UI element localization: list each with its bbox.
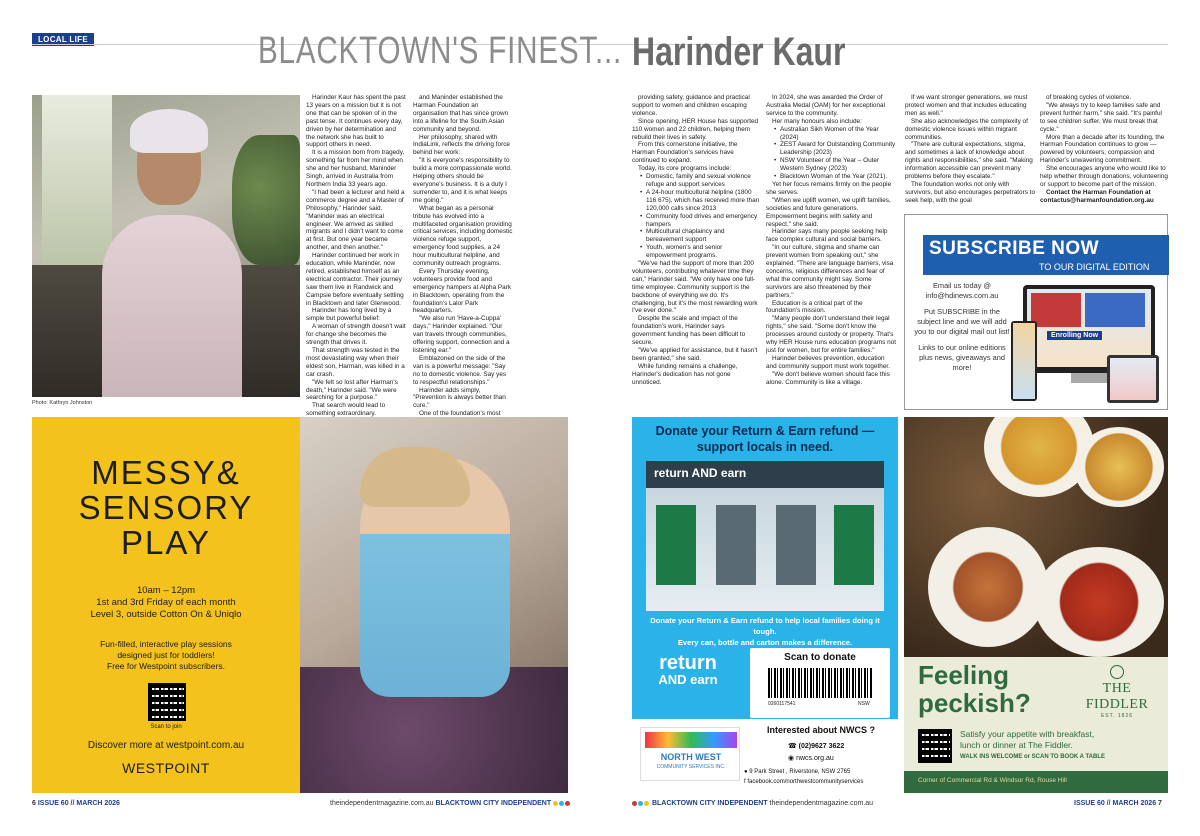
article-paragraph: She encourages anyone who would like to help whether through donations, volunteering or support to become part of the mission. <box>1040 165 1168 188</box>
footer-right-page: 7 <box>1158 800 1162 807</box>
article-paragraph: "We always try to keep families safe and prevent further harm," she said. "It's painful to see children suffer. We must break that cycle." <box>1040 101 1162 133</box>
article-paragraph: Today, its core programs include: <box>638 165 732 173</box>
article-list-item: • A 24-hour multicultural helpline (1800 116 675), which has received more than 120,000 calls since 2013 <box>640 189 760 213</box>
portrait-photo <box>32 95 300 397</box>
machine-brand: return AND earn <box>654 466 747 480</box>
child-play-photo <box>300 417 568 793</box>
footer-left-brand: BLACKTOWN CITY INDEPENDENT <box>435 800 552 807</box>
globe-icon: ◉ <box>788 755 797 762</box>
ad-time: 10am – 12pm <box>136 585 196 596</box>
contact-line: Contact the Harman Foundation at <box>1046 188 1151 196</box>
article-paragraph: Harinder adds simply, "Prevention is always better than cure." <box>413 386 506 410</box>
barcode-number: 0260117541 <box>768 701 796 707</box>
article-paragraph: That search would lead to something extraordinary. <box>306 402 386 418</box>
article-paragraph: "In our culture, stigma and shame can prevent women from speaking out," she explained. "There are language barriers, visa concerns, religious differences and fear of what the community might say. Some survivors are also threatened by their partners." <box>766 244 894 299</box>
barcode-state: NSW <box>858 701 870 707</box>
fiddler-logo <box>1072 665 1162 719</box>
article-col-3 <box>632 94 760 387</box>
return-ad-headline: Donate your Return & Earn refund — support locals in need. <box>655 424 875 454</box>
nwcs-phone[interactable]: (02)9627 3622 <box>798 743 845 750</box>
ad-title-line3: PLAY <box>121 524 211 561</box>
article-paragraph: While funding remains a challenge, Harinder's dedication has not gone unnoticed. <box>632 362 738 386</box>
article-paragraph: "Many people don't understand their legal rights," she said. "Some don't know the processes around custody or property. That's why HER House runs education programs not just for women, but for entire families." <box>766 315 897 354</box>
footer-right-site[interactable]: theindependentmagazine.com.au <box>769 800 874 807</box>
subscribe-title: SUBSCRIBE NOW <box>929 238 1100 259</box>
subscribe-banner <box>923 235 1169 275</box>
article-paragraph: Her philosophy, shared with IndiaLink, reflects the driving force behind her work: <box>413 133 510 157</box>
location-icon: ● <box>744 769 750 775</box>
article-paragraph: Her many honours also include: <box>772 117 862 125</box>
fiddler-qr-code[interactable] <box>918 729 952 763</box>
return-logo-line2: AND earn <box>658 672 718 687</box>
article-paragraph: Despite the scale and impact of the foundation's work, Harinder says government funding has been difficult to secure. <box>632 315 746 347</box>
nwcs-address: 9 Park Street , Riverstone, NSW 2765 <box>749 769 851 775</box>
footer-left-dots <box>553 800 571 807</box>
footer-left <box>32 800 120 807</box>
article-col-1 <box>306 94 406 434</box>
article-paragraph: In 2024, she was awarded the Order of Australia Medal (OAM) for her exceptional service to the community. <box>766 94 885 117</box>
footer-left-issue: ISSUE 60 // MARCH 2026 <box>37 800 120 807</box>
return-earn-ad[interactable] <box>632 417 898 793</box>
article-paragraph: Harinder Kaur has spent the past 13 years on a mission but it is not one that can be spoken of in the past tense. It continues every day, driven by her determination and the network she has built to support others in need. <box>306 94 406 149</box>
article-paragraph: Harinder has long lived by a simple but powerful belief: <box>306 307 392 323</box>
contact-email[interactable]: contactus@harmanfoundation.org.au <box>1040 196 1154 204</box>
return-machine-photo <box>646 461 884 611</box>
article-paragraph: Every Thursday evening, volunteers provide food and emergency hampers at Alpha Park in Blacktown, operating from the foundation's Lalor Park headquarters. <box>413 267 512 315</box>
return-logo-line1: return <box>659 652 717 674</box>
donation-barcode[interactable] <box>768 668 872 698</box>
westpoint-ad[interactable] <box>32 417 568 793</box>
page-title-left: BLACKTOWN'S FINEST... <box>258 30 623 72</box>
fiddler-crest-icon <box>1110 665 1124 679</box>
ad-days: 1st and 3rd Friday of each month <box>96 597 236 608</box>
article-col-5 <box>905 94 1035 205</box>
article-paragraph: She also acknowledges the complexity of domestic violence issues within migrant communities. <box>905 117 1028 141</box>
subscribe-email[interactable]: info@hdinews.com.au <box>925 291 999 300</box>
ad-desc2: designed just for toddlers! <box>117 650 215 660</box>
subscribe-links-text: Links to our online editions plus news, giveaways and more! <box>918 343 1006 372</box>
article-paragraph: "We've applied for assistance, but it hasn't been granted," she said. <box>632 347 758 362</box>
device-label: Enrolling Now <box>1047 331 1102 340</box>
article-list-item: • Youth, women's and senior empowerment programs. <box>640 244 760 260</box>
article-paragraph: of breaking cycles of violence. <box>1046 94 1132 101</box>
article-list-item: • Domestic, family and sexual violence refuge and support services <box>640 173 760 189</box>
article-paragraph: "When we uplift women, we uplift families, societies and future generations. Empowerment begins with safety and respect," she said. <box>766 196 891 228</box>
article-paragraph: Harinder continued her work in education, while Maninder, now retired, established himself as an electrical contractor. Their journey saw them live in Randwick and Campsie before eventually settling in Blacktown and later Glenwood. <box>306 252 404 307</box>
footer-right-left-part <box>632 800 873 807</box>
article-paragraph: providing safety, guidance and practical support to women and children escaping violence. <box>632 94 750 117</box>
article-list-item: • Multicultural chaplaincy and bereavement support <box>640 228 760 244</box>
nwcs-web[interactable]: nwcs.org.au <box>796 755 834 762</box>
ad-desc1: Fun-filled, interactive play sessions <box>100 639 232 649</box>
fiddler-ad[interactable] <box>904 417 1168 793</box>
food-photo <box>904 417 1168 657</box>
fiddler-address: Corner of Commercial Rd & Windsor Rd, Rouse Hill <box>918 777 1067 784</box>
article-paragraph: Emblazoned on the side of the van is a powerful message: "Say no to domestic violence. Say yes to respectful relationships." <box>413 354 507 386</box>
devices-illustration <box>1011 285 1161 405</box>
article-paragraph: "We felt so lost after Harman's death," Harinder said. "We were searching for a purpose." <box>306 378 398 402</box>
fiddler-line1: Satisfy your appetite with breakfast, <box>960 729 1095 739</box>
ad-title-line2: SENSORY <box>78 489 254 526</box>
article-paragraph: The foundation works not only with survivors, but also encourages perpetrators to seek help, with the goal <box>905 180 1036 204</box>
article-paragraph: More than a decade after its founding, the Harman Foundation continues to grow — powered by volunteers, compassion and Harinder's unwavering commitment. <box>1040 133 1165 165</box>
section-tag: LOCAL LIFE <box>32 33 94 46</box>
subscribe-email-text: Email us today @ <box>932 281 992 290</box>
article-list-item: • Community food drives and emergency hampers <box>640 213 760 229</box>
ad-more-link[interactable]: Discover more at westpoint.com.au <box>87 740 245 751</box>
footer-left-right-part <box>330 800 571 807</box>
article-paragraph: "We've had the support of more than 200 volunteers, contributing whatever time they can," Harinder said. "We only have one full-time employee. Community support is the backbone of everything we do. It's challenging, but it's the most rewarding work I've ever done." <box>632 260 758 315</box>
ad-title-line1: MESSY& <box>91 454 241 491</box>
nwcs-facebook[interactable]: facebook.com/northwestcommunityservices <box>747 779 864 785</box>
article-paragraph: and Maninder established the Harman Foundation an organisation that has since grown into a lifeline for the South Asian community and beyond. <box>413 94 509 133</box>
photo-caption: Photo: Kathryn Johnston <box>32 400 93 406</box>
fiddler-brand: THE FIDDLER <box>1085 681 1149 712</box>
fiddler-headline: Feeling peckish? <box>918 660 1031 718</box>
article-paragraph: Harinder says many people seeking help face complex cultural and social barriers. <box>766 228 888 244</box>
return-ad-body2: Every can, bottle and carton makes a difference. <box>677 638 853 647</box>
article-paragraph: Yet her focus remains firmly on the people she serves. <box>766 180 892 196</box>
article-list-item: • ZEST Award for Outstanding Community Leadership (2023) <box>774 141 896 157</box>
footer-left-page: 6 <box>32 800 36 807</box>
ad-desc3: Free for Westpoint subscribers. <box>107 661 225 671</box>
return-ad-body1: Donate your Return & Earn refund to help local families doing it tough. <box>650 616 880 636</box>
page-title-right: Harinder Kaur <box>632 30 846 74</box>
nwcs-logo <box>640 727 740 781</box>
facebook-icon: f <box>744 779 748 785</box>
nwcs-interested: Interested about NWCS ? <box>766 725 875 735</box>
ad-scan-text: Scan to join <box>150 724 182 730</box>
article-paragraph: One of the foundation's most <box>419 410 501 418</box>
article-paragraph: "We also run 'Have-a-Cuppa' days," Harinder explained. "Our van travels through communities, offering support, connection and a listening ear." <box>413 315 510 354</box>
article-list-item: • NSW Volunteer of the Year – Outer Western Sydney (2023) <box>774 157 896 173</box>
fiddler-line2: lunch or dinner at The Fiddler. <box>960 740 1073 750</box>
phone-icon: ☎ <box>788 743 799 750</box>
article-col-6 <box>1040 94 1168 205</box>
article-paragraph: That strength was tested in the most devastating way when their eldest son, Harman, was killed in a car crash. <box>306 347 405 378</box>
article-paragraph: What began as a personal tribute has evolved into a multifaceted organisation providing critical services, including domestic violence refuge support, emergency food supplies, a 24 hour multicultural helpline, and community outreach programs. <box>413 204 513 268</box>
article-paragraph: Harinder believes prevention, education and community support must work together. <box>766 354 890 370</box>
article-paragraph: "It is everyone's responsibility to build a more compassionate world. Helping others should be everyone's business. It is a duty I surrender to, and it is what keeps me going." <box>413 157 512 204</box>
article-paragraph: From this cornerstone initiative, the Harman Foundation's services have continued to expand. <box>632 141 738 165</box>
footer-left-site[interactable]: theindependentmagazine.com.au <box>330 800 434 807</box>
article-paragraph: Education is a critical part of the foundation's mission. <box>766 299 863 315</box>
article-list-item: • Blacktown Woman of the Year (2021). <box>774 173 896 181</box>
article-col-4 <box>766 94 896 387</box>
footer-right-brand: BLACKTOWN CITY INDEPENDENT <box>651 800 768 807</box>
article-paragraph: If we want stronger generations, we must protect women and that includes educating men as well." <box>905 94 1028 117</box>
nwcs-logo-line2: COMMUNITY SERVICES INC. <box>656 764 726 770</box>
article-paragraph: "I had been a lecturer and held a commerce degree and a Master of Philosophy," Harinder said. "Maninder was an electrical engineer. We arrived as skilled migrants and I didn't want to come at first. But one year became another, and then another." <box>306 188 405 252</box>
westpoint-qr-code[interactable] <box>148 683 186 721</box>
fiddler-cta[interactable]: WALK INS WELCOME or SCAN TO BOOK A TABLE <box>960 754 1105 760</box>
fiddler-est: EST. 1826 <box>1100 713 1134 719</box>
subscribe-subtitle: TO OUR DIGITAL EDITION <box>1039 262 1150 272</box>
scan-to-donate-title: Scan to donate <box>784 652 856 663</box>
article-paragraph: "There are cultural expectations, stigma, and sometimes a lack of knowledge about rights and responsibilities," she said. "Making information accessible can prevent many problems before they escalate." <box>905 141 1033 181</box>
westpoint-logo: WESTPOINT <box>122 760 210 776</box>
subscribe-instructions: Put SUBSCRIBE in the subject line and we will add you to our digital mail out list! <box>914 307 1010 336</box>
subscribe-box <box>904 214 1168 410</box>
footer-right-issue: ISSUE 60 // MARCH 2026 <box>1074 800 1157 807</box>
article-paragraph: It is a mission born from tragedy, something far from her mind when she and her husband, Maninder Singh, arrived in Australia from Northern India 33 years ago. <box>306 149 405 188</box>
ad-location: Level 3, outside Cotton On & Uniqlo <box>90 609 242 620</box>
footer-right <box>1074 800 1162 807</box>
article-list-item: • Australian Sikh Women of the Year (2024) <box>774 126 896 142</box>
nwcs-logo-line1: NORTH WEST <box>660 752 722 762</box>
article-paragraph: Since opening, HER House has supported 110 women and 22 children, helping them rebuild their lives in safety. <box>632 117 759 141</box>
footer-right-dots <box>632 800 650 807</box>
article-paragraph: A woman of strength doesn't wait for change she becomes the strength that drives it. <box>306 323 406 347</box>
article-paragraph: "We don't believe women should face this alone. Community is like a village. <box>766 370 890 386</box>
